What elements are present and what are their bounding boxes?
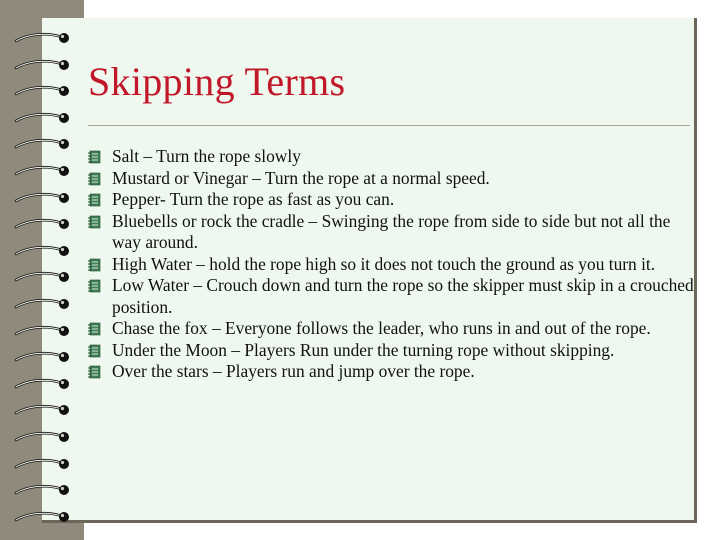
- notepad-icon: [86, 343, 102, 359]
- binding-ring: [10, 188, 72, 210]
- bullet-item: [86, 275, 696, 318]
- notepad-icon: [86, 257, 102, 273]
- binding-ring: [10, 427, 72, 449]
- bullet-text: Salt – Turn the rope slowly: [112, 146, 301, 166]
- bullet-item: [86, 254, 696, 276]
- bullet-item: [86, 168, 696, 190]
- bullet-text: Mustard or Vinegar – Turn the rope at a normal speed.: [112, 167, 490, 188]
- notepad-icon: [86, 149, 102, 165]
- bullet-text: Bluebells or rock the cradle – Swinging the rope from side to side but not all the way around.: [112, 210, 671, 252]
- bullet-text: Under the Moon – Players Run under the turning rope without skipping.: [112, 339, 615, 360]
- binding-ring: [10, 454, 72, 476]
- notepad-icon: [86, 214, 102, 230]
- binding-ring: [10, 161, 72, 183]
- binding-ring: [10, 400, 72, 422]
- binding-ring: [10, 81, 72, 103]
- title-divider: [88, 125, 690, 126]
- bullet-item: [86, 211, 696, 254]
- slide-title: Skipping Terms: [88, 59, 346, 104]
- bullet-item: [86, 318, 696, 340]
- bullet-text: High Water – hold the rope high so it does not touch the ground as you turn it.: [112, 253, 656, 274]
- notepad-icon: [86, 278, 102, 294]
- binding-ring: [10, 214, 72, 236]
- notepad-icon: [86, 192, 102, 208]
- bullet-text: Low Water – Crouch down and turn the rope so the skipper must skip in a crouched position.: [112, 275, 694, 317]
- notepad-icon: [86, 171, 102, 187]
- bullet-list: [86, 146, 696, 383]
- bullet-text: Chase the fox – Everyone follows the leader, who runs in and out of the rope.: [112, 318, 651, 338]
- notepad-icon: [86, 321, 102, 337]
- binding-ring: [10, 480, 72, 502]
- spiral-binding: [0, 0, 84, 540]
- binding-ring: [10, 347, 72, 369]
- binding-ring: [10, 267, 72, 289]
- bullet-item: [86, 189, 696, 211]
- binding-ring: [10, 294, 72, 316]
- bullet-text: Pepper- Turn the rope as fast as you can.: [112, 189, 395, 209]
- binding-ring: [10, 108, 72, 130]
- binding-ring: [10, 55, 72, 77]
- binding-ring: [10, 374, 72, 396]
- binding-ring: [10, 321, 72, 343]
- binding-ring: [10, 28, 72, 50]
- binding-ring: [10, 241, 72, 263]
- bullet-text: Over the stars – Players run and jump over the rope.: [112, 361, 475, 381]
- bullet-item: [86, 146, 696, 168]
- binding-ring: [10, 134, 72, 156]
- bullet-item: [86, 361, 696, 383]
- binding-ring: [10, 507, 72, 529]
- notepad-icon: [86, 364, 102, 380]
- bullet-item: [86, 340, 696, 362]
